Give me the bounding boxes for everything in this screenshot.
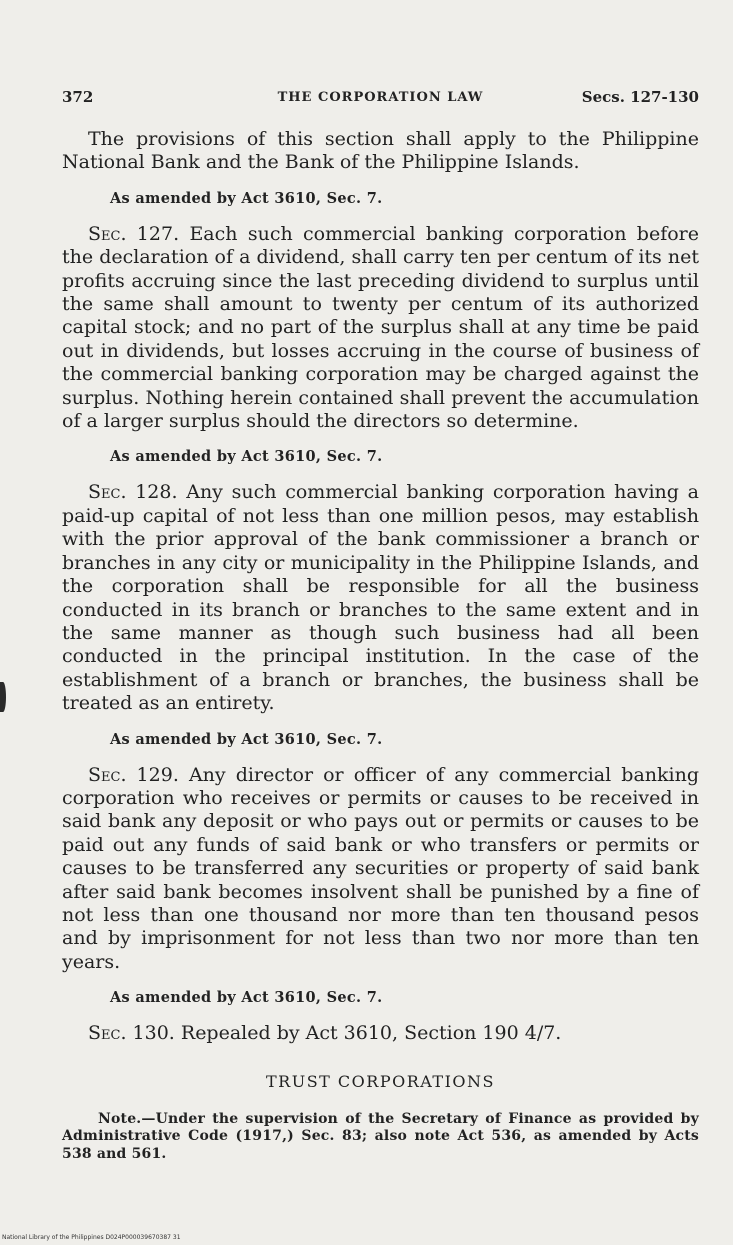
amendment-note: As amended by Act 3610, Sec. 7.: [110, 989, 383, 1007]
running-title: THE CORPORATION LAW: [277, 90, 484, 105]
trust-corporations-heading: TRUST CORPORATIONS: [265, 1071, 495, 1091]
section-label: Sec. 130.: [88, 1022, 175, 1045]
section-text: Repealed by Act 3610, Section 190 4/7.: [174, 1022, 562, 1045]
section-129: [62, 764, 699, 975]
library-footer: National Library of the Philippines D024P000039670387 31: [2, 1234, 181, 1241]
section-130: [62, 1022, 699, 1045]
section-range: Secs. 127-130: [581, 88, 699, 106]
scan-margin-blot: [0, 682, 6, 712]
section-text: Any such commercial banking corporation having a paid-up capital of not less than one million pesos, may establish with the prior approval of the bank commissioner a branch or branches in any city or municipality in the Philippine Islands, and the corporation shall be responsible for all the business conducted in its branch or branches to the same extent and in the same manner as though such business had all been conducted in the principal institution. In the case of the establishment of a branch or branches, the business shall be treated as an entirety.: [62, 481, 699, 715]
section-label: Sec. 127.: [88, 222, 180, 245]
section-127: [62, 223, 699, 434]
section-label: Sec. 128.: [88, 481, 178, 504]
amendment-note: As amended by Act 3610, Sec. 7.: [110, 448, 383, 466]
finance-note: Note.—Under the supervision of the Secretary of Finance as provided by Administrative Code (1917,) Sec. 83; also note Act 536, as amended by Acts 538 and 561.: [62, 1110, 699, 1162]
intro-paragraph: The provisions of this section shall apply to the Philippine National Bank and the Bank of the Philippine Islands.: [62, 128, 699, 174]
amendment-note: As amended by Act 3610, Sec. 7.: [110, 730, 383, 748]
section-label: Sec. 129.: [88, 763, 179, 786]
section-text: Any director or officer of any commercial banking corporation who receives or permits or causes to be received in said bank any deposit or who pays out or permits or causes to be paid out any funds of said bank or who transfers or permits or causes to be transferred any securities or property of said bank after said bank becomes insolvent shall be punished by a fine of not less than one thousand nor more than ten thousand pesos and by imprisonment for not less than two nor more than ten years.: [62, 763, 699, 973]
page-body: [62, 128, 699, 1163]
page-number: 372: [62, 88, 94, 106]
section-128: [62, 481, 699, 715]
page-header: [62, 88, 699, 112]
section-text: Each such commercial banking corporation before the declaration of a dividend, shall carry ten per centum of its net profits accruing since the last preceding dividend to surplus until the same shall amount to twenty per centum of its authorized capital stock; and no part of the surplus shall at any time be paid out in dividends, but losses accruing in the course of business of the commercial banking corporation may be charged against the surplus. Nothing herein contained shall prevent the accumulation of a larger surplus should the directors so determine.: [62, 222, 699, 433]
amendment-note: As amended by Act 3610, Sec. 7.: [110, 189, 383, 207]
